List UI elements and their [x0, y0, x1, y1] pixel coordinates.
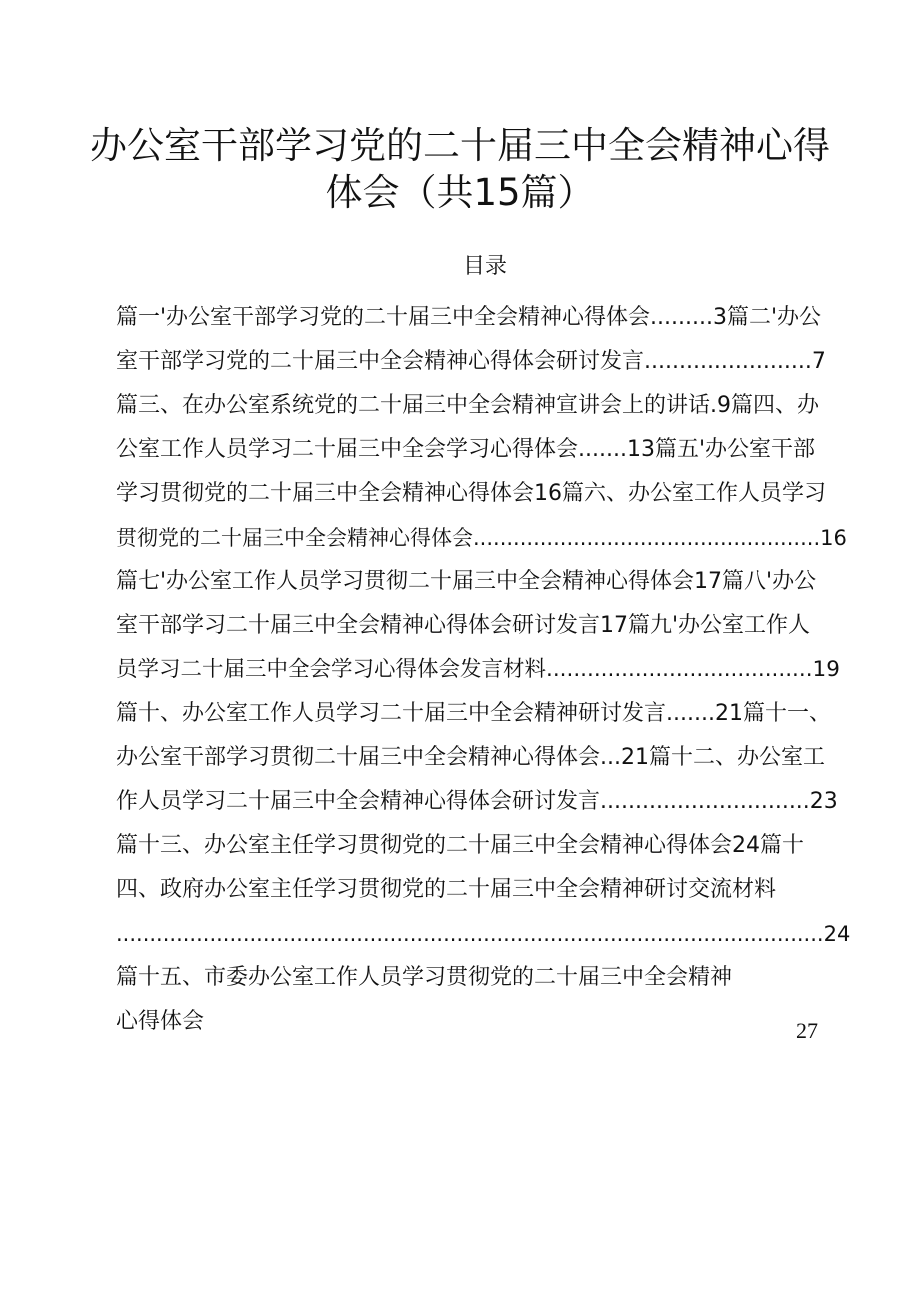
- toc-line[interactable]: 办公室干部学习贯彻二十届三中全会精神心得体会...21篇十二、办公室工: [116, 745, 825, 770]
- toc-line[interactable]: 篇一'办公室干部学习党的二十届三中全会精神心得体会.........3篇二'办公: [116, 305, 822, 330]
- toc-line[interactable]: 室干部学习二十届三中全会精神心得体会研讨发言17篇九'办公室工作人: [116, 613, 811, 638]
- toc-line[interactable]: 篇十五、市委办公室工作人员学习贯彻党的二十届三中全会精神: [116, 965, 733, 990]
- toc-line[interactable]: 篇三、在办公室系统党的二十届三中全会精神宣讲会上的讲话.9篇四、办: [116, 393, 819, 418]
- table-of-contents: [116, 296, 856, 1044]
- toc-line[interactable]: 员学习二十届三中全会学习心得体会发言材料.......................................19: [116, 657, 840, 682]
- toc-line[interactable]: 篇十三、办公室主任学习贯彻党的二十届三中全会精神心得体会24篇十: [116, 833, 804, 858]
- toc-last-entry[interactable]: [116, 1000, 856, 1044]
- toc-line: 心得体会: [116, 1009, 205, 1034]
- toc-line[interactable]: 篇七'办公室工作人员学习贯彻二十届三中全会精神心得体会17篇八'办公: [116, 569, 817, 594]
- toc-line[interactable]: ..........................................................................................................24: [116, 922, 851, 946]
- toc-line[interactable]: 作人员学习二十届三中全会精神心得体会研讨发言..............................23: [116, 789, 838, 814]
- toc-line[interactable]: 篇十、办公室工作人员学习二十届三中全会精神研讨发言.......21篇十一、: [116, 701, 831, 726]
- toc-line[interactable]: 四、政府办公室主任学习贯彻党的二十届三中全会精神研讨交流材料: [116, 877, 777, 902]
- document-title-line-2: 体会（共15篇）: [325, 171, 595, 214]
- toc-line[interactable]: 学习贯彻党的二十届三中全会精神心得体会16篇六、办公室工作人员学习: [116, 481, 826, 506]
- toc-line[interactable]: 贯彻党的二十届三中全会精神心得体会....................................................16: [116, 526, 847, 550]
- toc-heading: 目录: [462, 254, 507, 279]
- toc-line[interactable]: 室干部学习党的二十届三中全会精神心得体会研讨发言........................7: [116, 349, 826, 374]
- toc-page-number: 27: [796, 1018, 818, 1043]
- document-title-line-1: 办公室干部学习党的二十届三中全会精神心得: [90, 124, 830, 167]
- toc-line[interactable]: 公室工作人员学习二十届三中全会学习心得体会.......13篇五'办公室干部: [116, 437, 815, 462]
